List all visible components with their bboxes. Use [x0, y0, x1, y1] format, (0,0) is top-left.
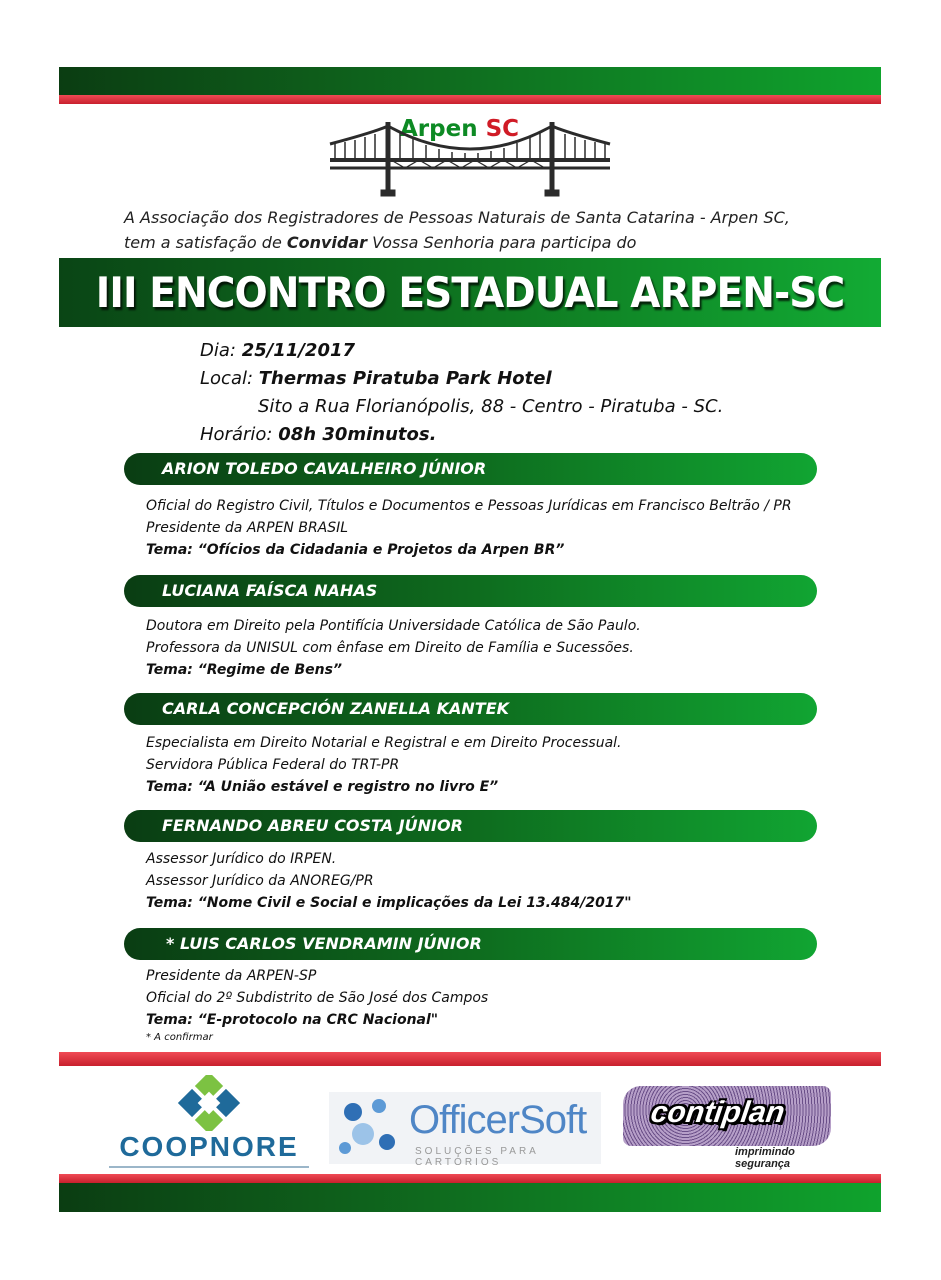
speaker-line: Professora da UNISUL com ênfase em Direito de Família e Sucessões. [146, 640, 634, 656]
officersoft-logo [329, 1092, 601, 1168]
speaker-description [146, 495, 836, 561]
speaker-description [146, 965, 836, 1045]
coopnore-icon [109, 1075, 309, 1131]
coopnore-tagline-line [109, 1166, 309, 1168]
speaker-name-bar: ARION TOLEDO CAVALHEIRO JÚNIOR [124, 453, 817, 485]
coopnore-name: COOPNORE [119, 1131, 299, 1162]
speaker-description [146, 848, 836, 914]
speaker-theme: Tema: “E-protocolo na CRC Nacional" [146, 1012, 439, 1028]
speaker-theme: Tema: “Regime de Bens” [146, 662, 342, 678]
event-details [200, 337, 723, 449]
event-title-banner [59, 258, 881, 327]
confirmation-note: * A confirmar [146, 1032, 213, 1043]
top-red-stripe [59, 95, 881, 104]
speaker-name-bar: CARLA CONCEPCIÓN ZANELLA KANTEK [124, 693, 817, 725]
molecule-icon [333, 1092, 403, 1164]
intro-line-2: tem a satisfação de Convidar Vossa Senhoria para participa do [124, 233, 637, 252]
speaker-name-bar: * LUIS CARLOS VENDRAMIN JÚNIOR [124, 928, 817, 960]
speaker-line: Presidente da ARPEN-SP [146, 968, 317, 984]
speaker-line: Servidora Pública Federal do TRT-PR [146, 757, 400, 773]
speaker-theme: Tema: “A União estável e registro no livro E” [146, 779, 499, 795]
speaker-description [146, 732, 836, 798]
speaker-theme: Tema: “Ofícios da Cidadania e Projetos da Arpen BR” [146, 542, 565, 558]
contiplan-logo [621, 1080, 836, 1175]
speaker-name-bar: LUCIANA FAÍSCA NAHAS [124, 575, 817, 607]
footer-red-stripe [59, 1174, 881, 1183]
bridge-icon [325, 112, 615, 200]
arpen-sc-logo [325, 112, 615, 200]
speaker-line: Presidente da ARPEN BRASIL [146, 520, 349, 536]
speaker-line: Oficial do 2º Subdistrito de São José dos Campos [146, 990, 489, 1006]
speaker-line: Especialista em Direito Notarial e Registral e em Direito Processual. [146, 735, 622, 751]
invitation-intro [124, 205, 824, 255]
event-date: Dia: 25/11/2017 [200, 340, 356, 361]
bottom-green-band [59, 1183, 881, 1212]
speaker-description [146, 615, 836, 681]
speaker-line: Doutora em Direito pela Pontifícia Universidade Católica de São Paulo. [146, 618, 641, 634]
officersoft-tagline: SOLUÇÕES PARA CARTÓRIOS [415, 1146, 539, 1168]
speaker-line: Oficial do Registro Civil, Títulos e Documentos e Pessoas Jurídicas em Francisco Beltrão / PR [146, 498, 792, 514]
bottom-red-stripe [59, 1052, 881, 1066]
speaker-theme: Tema: “Nome Civil e Social e implicações da Lei 13.484/2017" [146, 895, 632, 911]
officersoft-name: OfficerSoft [409, 1098, 587, 1142]
speaker-line: Assessor Jurídico da ANOREG/PR [146, 873, 374, 889]
speaker-line: Assessor Jurídico do IRPEN. [146, 851, 337, 867]
event-address: Sito a Rua Florianópolis, 88 - Centro - Piratuba - SC. [258, 396, 724, 417]
event-title: III ENCONTRO ESTADUAL ARPEN-SC [95, 268, 845, 317]
coopnore-logo [109, 1075, 309, 1170]
sponsors-row [59, 1070, 881, 1170]
contiplan-name: contiplan [648, 1096, 787, 1129]
contiplan-tagline: imprimindo segurança [735, 1146, 795, 1170]
intro-line-1: A Associação dos Registradores de Pessoas Naturais de Santa Catarina - Arpen SC, [124, 208, 790, 227]
top-green-band [59, 67, 881, 95]
event-time: Horário: 08h 30minutos. [200, 424, 437, 445]
event-place: Local: Thermas Piratuba Park Hotel [200, 368, 552, 389]
speaker-name-bar: FERNANDO ABREU COSTA JÚNIOR [124, 810, 817, 842]
logo-text: Arpen SC [400, 116, 520, 142]
